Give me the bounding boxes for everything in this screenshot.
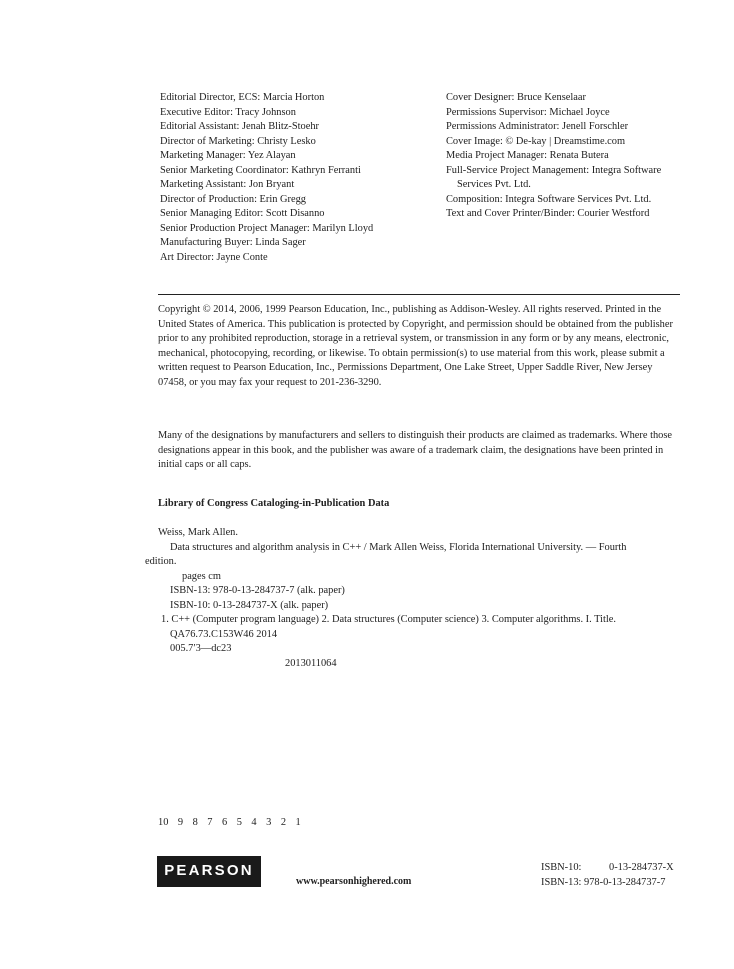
cip-pages: pages cm [182, 570, 221, 582]
printing-number: 9 [177, 817, 184, 828]
credit-line: Cover Designer: Bruce Kenselaar [446, 92, 586, 103]
credit-line: Services Pvt. Ltd. [457, 179, 531, 190]
credits-right-column [446, 91, 661, 222]
cip-author: Weiss, Mark Allen. [158, 527, 238, 538]
credit-line: Executive Editor: Tracy Johnson [160, 106, 296, 118]
publisher-website: www.pearsonhighered.com [296, 876, 412, 887]
isbn13-line [541, 876, 674, 891]
printing-number: 7 [207, 817, 213, 828]
printing-number: 6 [222, 817, 228, 828]
cip-heading: Library of Congress Cataloging-in-Publication Data [158, 498, 390, 509]
credit-line: Full-Service Project Management: Integra Software [446, 164, 662, 176]
cip-dewey: 005.7′3—dc23 [170, 643, 232, 654]
isbn-block [541, 861, 674, 890]
printing-number: 5 [236, 817, 242, 828]
isbn10-label: ISBN-10: [541, 862, 582, 873]
printing-number: 10 [158, 817, 169, 828]
credit-line: Composition: Integra Software Services Pvt. Ltd. [446, 193, 652, 205]
isbn13-label: ISBN-13: [541, 876, 582, 888]
printing-number: 4 [251, 817, 257, 828]
isbn13-value: 978-0-13-284737-7 [584, 876, 666, 888]
trademarks-paragraph: Many of the designations by manufacturers and sellers to distinguish their products are claimed as trademarks. Where those designations appear in this book, and the publisher was aware of a trademark claim, the designations have been printed in initial caps or all caps. [158, 430, 672, 470]
printing-number: 3 [266, 817, 272, 828]
credit-line: Editorial Assistant: Jenah Blitz-Stoehr [160, 121, 320, 132]
pearson-logo: PEARSON [157, 856, 261, 887]
copyright-paragraph: Copyright © 2014, 2006, 1999 Pearson Education, Inc., publishing as Addison-Wesley. All rights reserved. Printed in the United States of America. This publication is protected by Copyright, and permission should be obtained from the publisher prior to any prohibited reproduction, storage in a retrieval system, or transmission in any form or by any means, electronic, mechanical, photocopying, recording, or likewise. To obtain permission(s) to use material from this work, please submit a written request to Pearson Education, Inc., Permissions Department, One Lake Street, Upper Saddle River, New Jersey 07458, or you may fax your request to 201-236-3290. [158, 304, 673, 388]
isbn10-line [541, 861, 674, 876]
cip-record [145, 526, 685, 671]
cip-isbn10: ISBN-10: 0-13-284737-X (alk. paper) [170, 599, 329, 611]
credit-line: Media Project Manager: Renata Butera [446, 150, 609, 161]
credit-line: Marketing Manager: Yez Alayan [160, 150, 296, 161]
cip-subjects: 1. C++ (Computer program language) 2. Data structures (Computer science) 3. Computer algorithms. I. Title. [161, 614, 616, 625]
credit-line: Director of Marketing: Christy Lesko [160, 135, 316, 147]
section-divider [158, 294, 680, 295]
printing-number: 2 [280, 817, 287, 828]
printing-line [158, 816, 310, 831]
cip-call-number: QA76.73.C153W46 2014 [170, 628, 278, 640]
cip-title-continuation: edition. [145, 556, 177, 567]
credit-line: Senior Managing Editor: Scott Disanno [160, 208, 325, 219]
credit-line: Marketing Assistant: Jon Bryant [160, 179, 295, 190]
cip-isbn13: ISBN-13: 978-0-13-284737-7 (alk. paper) [170, 585, 345, 596]
cip-title-line: Data structures and algorithm analysis in C++ / Mark Allen Weiss, Florida International University. — Fourth [170, 541, 627, 553]
cip-lccn: 2013011064 [285, 657, 337, 669]
credit-line: Text and Cover Printer/Binder: Courier Westford [446, 208, 650, 219]
credit-line: Senior Marketing Coordinator: Kathryn Ferranti [160, 164, 361, 176]
printing-number: 8 [192, 817, 198, 828]
credits-left-column [160, 91, 373, 265]
printing-number: 1 [295, 817, 301, 828]
credit-line: Cover Image: © De-kay | Dreamstime.com [446, 135, 626, 147]
credit-line: Art Director: Jayne Conte [160, 251, 268, 263]
credit-line: Senior Production Project Manager: Marilyn Lloyd [160, 222, 374, 234]
isbn10-value: 0-13-284737-X [609, 862, 674, 873]
credit-line: Permissions Administrator: Jenell Forschler [446, 121, 629, 132]
credit-line: Director of Production: Erin Gregg [160, 193, 307, 205]
credit-line: Editorial Director, ECS: Marcia Horton [160, 92, 325, 103]
credit-line: Permissions Supervisor: Michael Joyce [446, 106, 610, 118]
credit-line: Manufacturing Buyer: Linda Sager [160, 237, 306, 248]
